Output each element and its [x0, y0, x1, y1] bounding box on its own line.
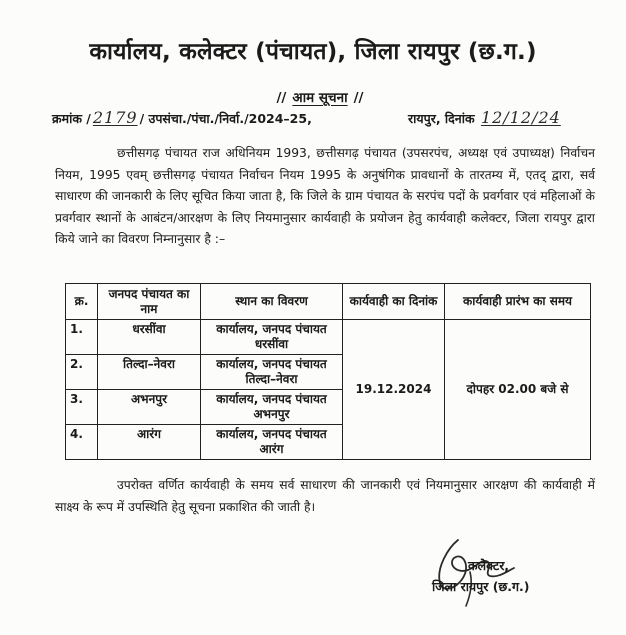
notice-suffix: //: [353, 90, 364, 106]
place-date-line: [408, 108, 563, 127]
cell-location: कार्यालय, जनपद पंचायत आरंग: [201, 425, 343, 460]
notice-prefix: //: [276, 90, 287, 106]
signatory-designation: कलेक्टर,: [468, 558, 510, 573]
closing-paragraph: उपरोक्त वर्णित कार्यवाही के समय सर्व साधारण की जानकारी एवं नियमानुसार आरक्षण की कार्यवाही में साक्ष्य के रूप में उपस्थिति हेतु सूचना प्रकाशित की जाती है।: [55, 478, 595, 514]
cell-location: कार्यालय, जनपद पंचायत धरसींवा: [201, 320, 343, 355]
cell-serial: 2.: [66, 355, 98, 390]
cell-janpad: आरंग: [98, 425, 201, 460]
notice-heading: [250, 88, 390, 106]
table-header-row: [66, 284, 591, 320]
header-location: स्थान का विवरण: [201, 284, 343, 320]
cell-location: कार्यालय, जनपद पंचायत अभनपुर: [201, 390, 343, 425]
reference-number: 2179: [92, 108, 138, 127]
cell-date: 19.12.2024: [343, 320, 445, 460]
cell-janpad: अभनपुर: [98, 390, 201, 425]
notice-label: आम सूचना: [292, 90, 348, 106]
signatory-district: जिला रायपुर (छ.ग.): [432, 579, 530, 594]
header-serial: क्र.: [66, 284, 98, 320]
reference-line: [52, 108, 312, 127]
cell-janpad: तिल्दा–नेवरा: [98, 355, 201, 390]
cell-location: कार्यालय, जनपद पंचायत तिल्दा–नेवरा: [201, 355, 343, 390]
reference-suffix: / उपसंचा./पंचा./निर्वा./2024–25,: [139, 111, 312, 126]
header-janpad: जनपद पंचायत का नाम: [98, 284, 201, 320]
cell-serial: 1.: [66, 320, 98, 355]
cell-janpad: धरसींवा: [98, 320, 201, 355]
issue-date: 12/12/24: [480, 108, 561, 127]
header-time: कार्यवाही प्रारंभ का समय: [445, 284, 591, 320]
schedule-table: [65, 283, 591, 460]
cell-time: दोपहर 02.00 बजे से: [445, 320, 591, 460]
office-title: कार्यालय, कलेक्टर (पंचायत), जिला रायपुर (छ.ग.): [89, 39, 537, 65]
cell-serial: 3.: [66, 390, 98, 425]
table-row: [66, 320, 591, 355]
body-paragraph: छत्तीसगढ़ पंचायत राज अधिनियम 1993, छत्तीसगढ़ पंचायत (उपसरपंच, अध्यक्ष एवं उपाध्यक्ष) निर्वाचन नियम, 1995 एवम् छत्तीसगढ़ पंचायत निर्वाचन नियम 1995 के अनुषंगिक प्रावधानों के तारतम्य में, एतद् द्वारा, सर्व साधारण की जानकारी के लिए सूचित किया जाता है, कि जिले के ग्राम पंचायत के सरपंच पदों के प्रवर्गवार एवं महिलाओं के प्रवर्गवार स्थानों के आबंटन/आरक्षण के लिए नियमानुसार कार्यवाही के प्रयोजन हेतु कार्यवाही कलेक्टर, जिला रायपुर द्वारा किये जाने का विवरण निम्नानुसार है :–: [55, 146, 595, 246]
header-date: कार्यवाही का दिनांक: [343, 284, 445, 320]
reference-prefix: क्रमांक /: [52, 111, 91, 126]
place-label: रायपुर, दिनांक: [408, 111, 475, 126]
cell-serial: 4.: [66, 425, 98, 460]
